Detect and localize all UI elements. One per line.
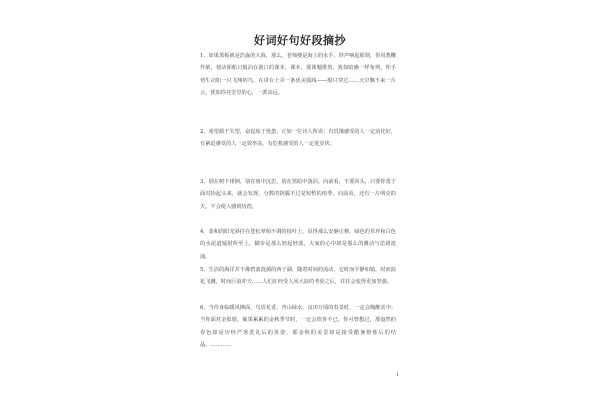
paragraph-2: 2、希望源于失望，奋起始于忧患，正如一位诗人所说：有饥饿感受的人一定消化好，有紧迫感受的人一定效率高，有危机感受的人一定进步快。 (200, 129, 396, 148)
paragraph-1: 1、如果黑板就是浩淼的大海，那么，老师便是海上的水手。铃声响起那刻，你用教鞭作桨，划动那船只般泊在港口的课本，课本，那课题堆放，犹如暗礁一样布列，你手势生动如一只飞翔的鸟，在讲台上弄一条优美弧线——船只穿过……天空飘不来一片云，犹如你亮堂堂的心，一派高远。 (200, 53, 396, 97)
paragraph-5: 5、生活的海洋并不像碧波涟漪的西子湖，随着时间的流动，它时而平静如镜，时而浪花飞溅，时而巨浪冲天……人们在经受人风大浪的考验之后，往往会变得更加坚强。 (200, 267, 396, 286)
paragraph-3: 3、别在树下徘徊，别在雨中沉思，别在黑暗中落泪。向前看，不要回头，只要你勇于面对抬起头来，就会发现，分数的阴霾不过是短暂的雨季。向前看，还有一片明亮的天，不会使人感到彷徨。 (200, 179, 396, 210)
paragraph-6: 6、当你身临暖风拂面，鸟语花香，青山绿水，良田万顷的春景时，一定会陶醉其中；当你面对金似银，硕果累累的金秋季节时，一定会欣喜不已，你可曾想过，那盎然的春色却是历经严寒洗礼后的英姿，那金秋的美景却是接受酷暑熔炼后的结晶。………… (200, 305, 396, 349)
paragraph-4: 4、柔和的阳光斜挂在苍松翠柏不凋的枝叶上，显得那么安静庄穆。绿色的草坪和白色的水泥道辐射所至上，脚步是那么轻起轻落，大家的心中却是那么的激动与思绪波涌。 (200, 229, 396, 260)
page-number: 1 (396, 372, 400, 378)
document-title: 好词好句好段摘抄 (254, 34, 346, 47)
